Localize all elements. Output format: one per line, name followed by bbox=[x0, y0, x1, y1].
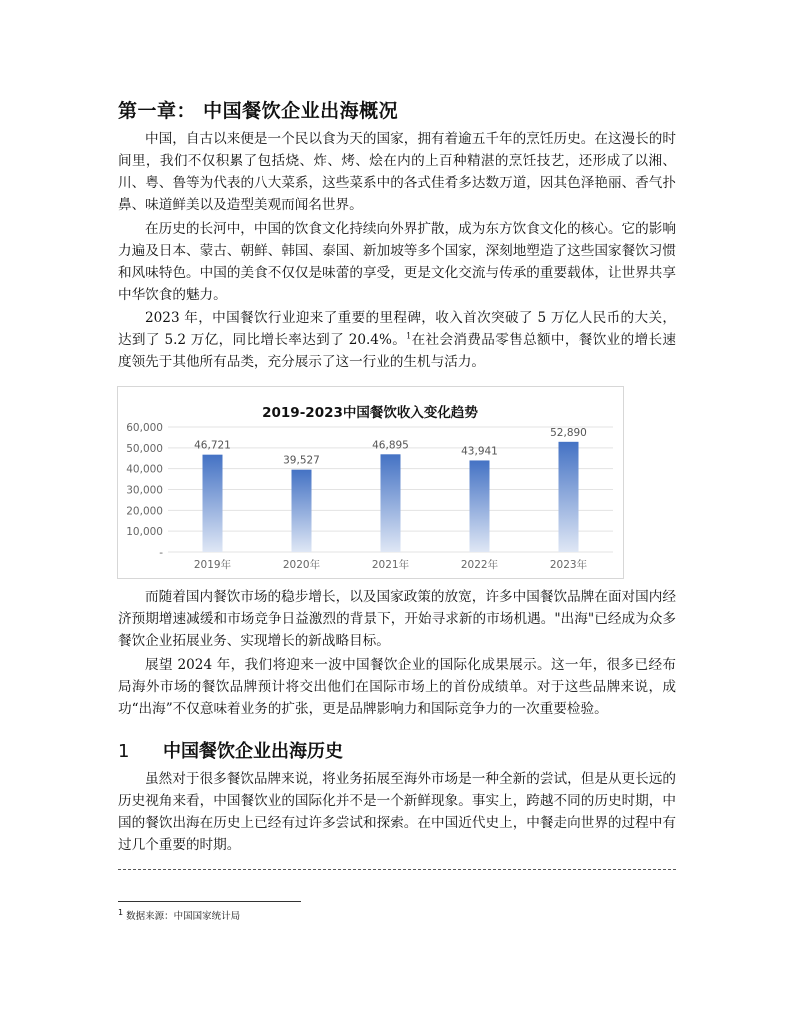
paragraph-culture: 在历史的长河中，中国的饮食文化持续向外界扩散，成为东方饮食文化的核心。它的影响力遍及日本、蒙古、朝鲜、韩国、泰国、新加坡等多个国家，深刻地塑造了这些国家餐饮习惯和风味特色。中国的美食不仅仅是味蕾的享受，更是文化交流与传承的重要载体，让世界共享中华饮食的魅力。 bbox=[118, 221, 676, 303]
bar-2022年 bbox=[470, 460, 490, 552]
paragraph-2023-part2: 在社会消费品零售总额中，餐饮业的增长速度领先于其他所有品类，充分展示了这一行业的生机与活力。 bbox=[118, 332, 677, 370]
y-tick-label: 60,000 bbox=[126, 422, 163, 434]
x-tick-label: 2023年 bbox=[549, 559, 588, 571]
x-tick-label: 2019年 bbox=[193, 559, 232, 571]
y-tick-label: 50,000 bbox=[126, 442, 163, 455]
x-tick-label: 2022年 bbox=[460, 559, 499, 571]
section-title: 中国餐饮企业出海历史 bbox=[163, 741, 343, 762]
data-label: 39,527 bbox=[283, 454, 320, 467]
x-tick-label: 2020年 bbox=[282, 559, 321, 571]
data-label: 43,941 bbox=[461, 445, 498, 458]
bar-2019年 bbox=[203, 455, 223, 552]
footnote-marker: 1 bbox=[118, 907, 124, 917]
paragraph-history-abroad: 虽然对于很多餐饮品牌来说，将业务拓展至海外市场是一种全新的尝试，但是从更长远的历史视角来看，中国餐饮业的国际化并不是一个新鲜现象。事实上，跨越不同的历史时期，中国的餐饮出海在历史上已经有过许多尝试和探索。在中国近代史上，中餐走向世界的过程中有过几个重要的时期。 bbox=[118, 771, 676, 853]
y-tick-label: 10,000 bbox=[126, 526, 163, 539]
bar-2020年 bbox=[292, 470, 312, 552]
data-label: 46,895 bbox=[372, 439, 409, 452]
bar-2021年 bbox=[381, 454, 401, 552]
y-tick-label: 40,000 bbox=[126, 463, 163, 476]
data-label: 46,721 bbox=[194, 439, 231, 452]
data-label: 52,890 bbox=[550, 426, 587, 439]
footnote bbox=[118, 907, 241, 924]
revenue-chart bbox=[117, 386, 624, 579]
footnote-reference[interactable]: 1 bbox=[406, 331, 412, 341]
paragraph-2023 bbox=[118, 307, 676, 373]
chapter-heading: 第一章： 中国餐饮企业出海概况 bbox=[118, 100, 399, 122]
section-number: 1 bbox=[118, 741, 130, 762]
section-heading bbox=[118, 737, 343, 763]
revenue-chart-svg bbox=[118, 387, 623, 578]
paragraph-going-abroad: 而随着国内餐饮市场的稳步增长，以及国家政策的放宽，许多中国餐饮品牌在面对国内经济预期增速减缓和市场竞争日益激烈的背景下，开始寻求新的市场机遇。"出海"已经成为众多餐饮企业拓展业务、实现增长的新战略目标。 bbox=[118, 589, 676, 649]
bar-2023年 bbox=[559, 442, 579, 552]
y-tick-label: - bbox=[159, 547, 163, 559]
footnote-rule bbox=[118, 901, 301, 902]
chart-title: 2019-2023中国餐饮收入变化趋势 bbox=[262, 405, 478, 421]
y-tick-label: 30,000 bbox=[126, 484, 163, 497]
y-tick-label: 20,000 bbox=[126, 505, 163, 518]
paragraph-outlook-2024: 展望 2024 年，我们将迎来一波中国餐饮企业的国际化成果展示。这一年，很多已经布局海外市场的餐饮品牌预计将交出他们在国际市场上的首份成绩单。对于这些品牌来说，成功“出海”不仅意味着业务的扩张，更是品牌影响力和国际竞争力的一次重要检验。 bbox=[118, 657, 676, 717]
footnote-text: 数据来源：中国国家统计局 bbox=[126, 911, 241, 922]
x-tick-label: 2021年 bbox=[371, 559, 410, 571]
paragraph-history: 中国，自古以来便是一个民以食为天的国家，拥有着逾五千年的烹饪历史。在这漫长的时间里，我们不仅积累了包括烧、炸、烤、烩在内的上百种精湛的烹饪技艺，还形成了以湘、川、粤、鲁等为代表的八大菜系，这些菜系中的各式佳肴多达数万道，因其色泽艳丽、香气扑鼻、味道鲜美以及造型美观而闻名世界。 bbox=[118, 131, 676, 213]
dashed-divider bbox=[118, 869, 676, 870]
paragraph-2023-part1: 2023 年，中国餐饮行业迎来了重要的里程碑，收入首次突破了 5 万亿人民币的大关，达到了 5.2 万亿，同比增长率达到了 20.4%。 bbox=[118, 310, 676, 348]
